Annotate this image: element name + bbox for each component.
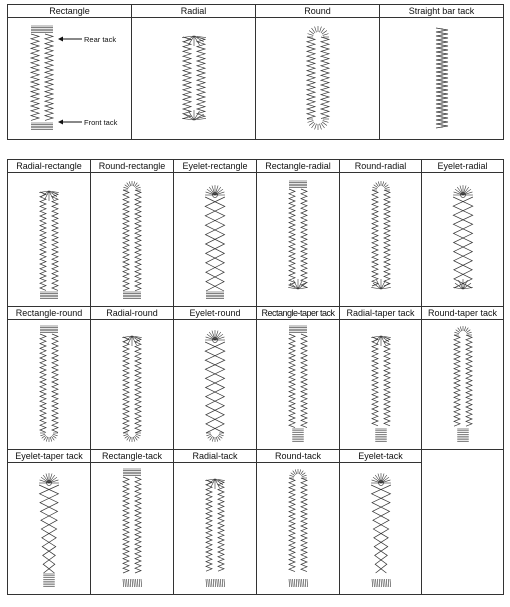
left-zigzag-stitch	[40, 334, 46, 432]
front-tack-annotation: Front tack	[83, 118, 117, 127]
round-rectangle-drawing	[92, 173, 172, 305]
right-zigzag-stitch	[321, 37, 329, 119]
round-end-stitch	[123, 187, 128, 189]
round-end-stitch	[295, 469, 297, 474]
cell-empty	[422, 450, 504, 595]
cell-round-radial	[340, 160, 422, 307]
bottom-tack-stitch	[300, 579, 301, 587]
stitch-group	[371, 181, 391, 289]
round-end-stitch	[129, 437, 131, 442]
stitch-group	[39, 473, 59, 586]
round-end-stitch	[46, 437, 48, 442]
bottom-tack-stitch	[136, 579, 137, 587]
right-zigzag-stitch	[135, 477, 141, 573]
round-end-stitch	[216, 437, 218, 442]
bottom-tack-stitch	[137, 579, 138, 587]
round-end-stitch	[133, 181, 135, 186]
bottom-tack-stitch	[386, 579, 387, 587]
bottom-tack-stitch	[296, 579, 297, 587]
bottom-tack-stitch	[224, 579, 225, 587]
right-zigzag-stitch	[384, 337, 390, 426]
stitch-group	[205, 185, 225, 298]
round-end-stitch	[382, 181, 384, 186]
bottom-tack-stitch	[141, 579, 142, 587]
round-end-stitch	[311, 28, 315, 33]
rectangle-tack-drawing	[92, 463, 172, 593]
right-zigzag-stitch	[301, 478, 307, 572]
right-zigzag-stitch	[52, 192, 58, 290]
right-zigzag-stitch	[197, 37, 205, 119]
bottom-tack-stitch	[210, 579, 211, 587]
bottom-tack-stitch	[128, 579, 129, 587]
round-end-stitch	[136, 187, 141, 189]
round-end-stitch	[133, 437, 135, 442]
cell-label: Radial-tack	[174, 450, 256, 463]
bottom-tack-stitch	[303, 579, 304, 587]
round-end-stitch	[53, 434, 58, 436]
round-end-stitch	[219, 434, 224, 436]
bottom-tack-stitch	[381, 579, 382, 587]
left-zigzag-stitch	[123, 477, 129, 573]
left-zigzag-stitch	[183, 37, 191, 119]
cell-radial-taper-tack	[340, 307, 422, 450]
stitch-group	[205, 330, 225, 442]
left-zigzag-stitch	[289, 478, 295, 572]
bottom-tack-stitch	[208, 579, 209, 587]
round-end-stitch	[129, 181, 131, 186]
eyelet-tack-drawing	[341, 463, 421, 593]
left-zigzag-stitch	[40, 192, 46, 290]
round-end-stitch	[289, 475, 294, 477]
cell-label: Eyelet-round	[174, 307, 256, 320]
left-zigzag-stitch	[372, 190, 378, 286]
rear-tack-arrowhead	[58, 37, 63, 42]
round-end-stitch	[372, 187, 377, 189]
rear-tack-annotation: Rear tack	[83, 35, 116, 44]
left-zigzag-stitch	[206, 480, 212, 571]
round-end-stitch	[320, 28, 324, 33]
front-tack-arrowhead	[58, 120, 63, 125]
cell-label: Round	[256, 5, 379, 18]
radial-round-drawing	[92, 320, 172, 448]
bottom-tack-stitch	[206, 579, 207, 587]
round-end-stitch	[299, 469, 301, 474]
cell-label: Rectangle-round	[8, 307, 90, 320]
bottom-tack-stitch	[213, 579, 214, 587]
eyelet-round-drawing	[175, 320, 255, 448]
bottom-tack-stitch	[291, 579, 292, 587]
round-end-stitch	[307, 34, 313, 36]
bottom-tack-stitch	[219, 579, 220, 587]
cell-eyelet-taper-tack	[8, 450, 91, 595]
stitch-group	[122, 336, 142, 442]
stitch-group	[288, 181, 308, 289]
round-end-stitch	[466, 332, 471, 334]
round-end-stitch	[322, 34, 328, 36]
cell-label: Eyelet-radial	[422, 160, 503, 173]
bottom-tack-stitch	[289, 579, 290, 587]
radial-rectangle-drawing	[9, 173, 89, 305]
stitch-group	[454, 326, 472, 442]
bottom-tack-stitch	[307, 579, 308, 587]
bottom-tack-stitch	[222, 579, 223, 587]
bottom-tack-stitch	[373, 579, 374, 587]
round-end-stitch	[464, 326, 466, 331]
crisscross-stitch	[205, 197, 225, 291]
bottom-tack-stitch	[372, 579, 373, 587]
cell-eyelet-rectangle	[174, 160, 257, 307]
bottom-tack-stitch	[298, 579, 299, 587]
cell-label: Radial-round	[91, 307, 173, 320]
left-zigzag-stitch	[307, 37, 315, 119]
stitch-group	[205, 479, 225, 587]
bottom-tack-stitch	[220, 579, 221, 587]
cell-label: Round-rectangle	[91, 160, 173, 173]
bottom-tack-stitch	[127, 579, 128, 587]
round-end-stitch	[378, 181, 380, 186]
round-end-stitch	[136, 434, 141, 436]
eyelet-taper-tack-drawing	[9, 463, 89, 593]
stitch-group	[39, 191, 59, 298]
rectangle-taper-tack-drawing	[258, 320, 338, 448]
cell-round	[256, 5, 380, 140]
round-end-stitch	[320, 123, 324, 128]
bottom-tack-stitch	[294, 579, 295, 587]
buttonhole-main-table	[7, 159, 504, 595]
round-end-stitch	[314, 27, 316, 33]
bottom-tack-stitch	[134, 579, 135, 587]
left-zigzag-stitch	[454, 335, 460, 426]
buttonhole-top-table	[7, 4, 504, 140]
cell-rectangle	[8, 5, 132, 140]
bottom-tack-stitch	[215, 579, 216, 587]
cell-label: Rectangle-radial	[257, 160, 339, 173]
rectangle-round-drawing	[9, 320, 89, 448]
cell-label: Round-taper tack	[422, 307, 503, 320]
bottom-tack-stitch	[139, 579, 140, 587]
bottom-tack-stitch	[123, 579, 124, 587]
cell-radial-rectangle	[8, 160, 91, 307]
cell-label: Rectangle-tack	[91, 450, 173, 463]
round-end-stitch	[319, 124, 321, 130]
round-end-stitch	[123, 434, 128, 436]
right-zigzag-stitch	[466, 335, 472, 426]
cell-rectangle-round	[8, 307, 91, 450]
round-buttonhole-drawing	[258, 18, 378, 138]
cell-radial	[132, 5, 256, 140]
cell-label: Radial-rectangle	[8, 160, 90, 173]
rectangle-buttonhole-drawing	[10, 18, 130, 138]
round-end-stitch	[309, 122, 314, 126]
round-end-stitch	[384, 187, 389, 189]
stitch-group	[436, 28, 448, 128]
stitch-group	[123, 181, 141, 298]
cell-label: Rectangle-taper tack	[257, 307, 339, 320]
right-zigzag-stitch	[135, 337, 141, 433]
left-zigzag-stitch	[123, 337, 129, 433]
stitch-group	[453, 185, 473, 289]
stitch-group	[289, 469, 308, 587]
bottom-tack-stitch	[375, 579, 376, 587]
cell-rectangle-taper-tack	[257, 307, 340, 450]
eyelet-radial-drawing	[423, 173, 503, 305]
stitch-group	[31, 26, 53, 129]
bottom-tack-stitch	[217, 579, 218, 587]
crisscross-stitch	[453, 197, 473, 288]
left-zigzag-stitch	[289, 189, 295, 287]
left-zigzag-stitch	[289, 334, 295, 428]
cell-round-taper-tack	[422, 307, 504, 450]
round-end-stitch	[307, 121, 313, 123]
eyelet-rectangle-drawing	[175, 173, 255, 305]
cell-eyelet-radial	[422, 160, 504, 307]
rectangle-radial-drawing	[258, 173, 338, 305]
bottom-tack-stitch	[125, 579, 126, 587]
round-radial-drawing	[341, 173, 421, 305]
round-end-stitch	[322, 31, 327, 35]
round-end-stitch	[212, 437, 214, 442]
round-end-stitch	[302, 475, 307, 477]
left-zigzag-stitch	[123, 190, 129, 291]
round-end-stitch	[309, 31, 314, 35]
cell-label: Eyelet-rectangle	[174, 160, 256, 173]
right-zigzag-stitch	[384, 190, 390, 286]
round-end-stitch	[454, 332, 459, 334]
cell-eyelet-round	[174, 307, 257, 450]
radial-taper-tack-drawing	[341, 320, 421, 448]
stitch-group	[182, 36, 206, 120]
stitch-group	[371, 336, 391, 442]
cell-label: Rectangle	[8, 5, 131, 18]
bottom-tack-stitch	[377, 579, 378, 587]
cell-label: Radial-taper tack	[340, 307, 421, 320]
left-zigzag-stitch	[31, 34, 39, 120]
straight-bar-tack-drawing	[382, 18, 502, 138]
cell-label: Radial	[132, 5, 255, 18]
crisscross-stitch	[205, 342, 225, 433]
right-zigzag-stitch	[301, 189, 307, 287]
bottom-tack-stitch	[302, 579, 303, 587]
cell-label: Round-radial	[340, 160, 421, 173]
cell-radial-tack	[174, 450, 257, 595]
stitch-group	[307, 26, 329, 130]
bottom-tack-stitch	[211, 579, 212, 587]
right-zigzag-stitch	[45, 34, 53, 120]
round-end-stitch	[322, 121, 328, 123]
cell-straight-bar-tack	[380, 5, 504, 140]
round-end-stitch	[460, 326, 462, 331]
stitch-group	[40, 326, 58, 442]
round-end-stitch	[311, 123, 315, 128]
round-end-stitch	[314, 124, 316, 130]
bottom-tack-stitch	[390, 579, 391, 587]
bottom-tack-stitch	[379, 579, 380, 587]
bottom-tack-stitch	[130, 579, 131, 587]
stitch-group	[289, 326, 307, 442]
left-zigzag-stitch	[372, 337, 378, 426]
cell-round-tack	[257, 450, 340, 595]
bottom-tack-stitch	[305, 579, 306, 587]
cell-round-rectangle	[91, 160, 174, 307]
bottom-tack-stitch	[293, 579, 294, 587]
cell-label: Eyelet-taper tack	[8, 450, 90, 463]
radial-tack-drawing	[175, 463, 255, 593]
cell-label: Round-tack	[257, 450, 339, 463]
stitch-group	[371, 473, 391, 587]
bottom-tack-stitch	[132, 579, 133, 587]
right-zigzag-stitch	[218, 480, 224, 571]
cell-rectangle-radial	[257, 160, 340, 307]
cell-eyelet-tack	[340, 450, 422, 595]
cell-radial-round	[91, 307, 174, 450]
round-end-stitch	[319, 27, 321, 33]
round-end-stitch	[206, 434, 211, 436]
round-end-stitch	[50, 437, 52, 442]
right-zigzag-stitch	[301, 334, 307, 428]
radial-buttonhole-drawing	[134, 18, 254, 138]
right-zigzag-stitch	[135, 190, 141, 291]
round-end-stitch	[322, 122, 327, 126]
stitch-group	[123, 469, 142, 587]
right-zigzag-stitch	[52, 334, 58, 432]
cell-label: Eyelet-tack	[340, 450, 421, 463]
cell-label: Straight bar tack	[380, 5, 503, 18]
bottom-tack-stitch	[388, 579, 389, 587]
round-taper-tack-drawing	[423, 320, 503, 448]
round-tack-drawing	[258, 463, 338, 593]
bottom-tack-stitch	[384, 579, 385, 587]
round-end-stitch	[40, 434, 45, 436]
bottom-tack-stitch	[382, 579, 383, 587]
cell-rectangle-tack	[91, 450, 174, 595]
